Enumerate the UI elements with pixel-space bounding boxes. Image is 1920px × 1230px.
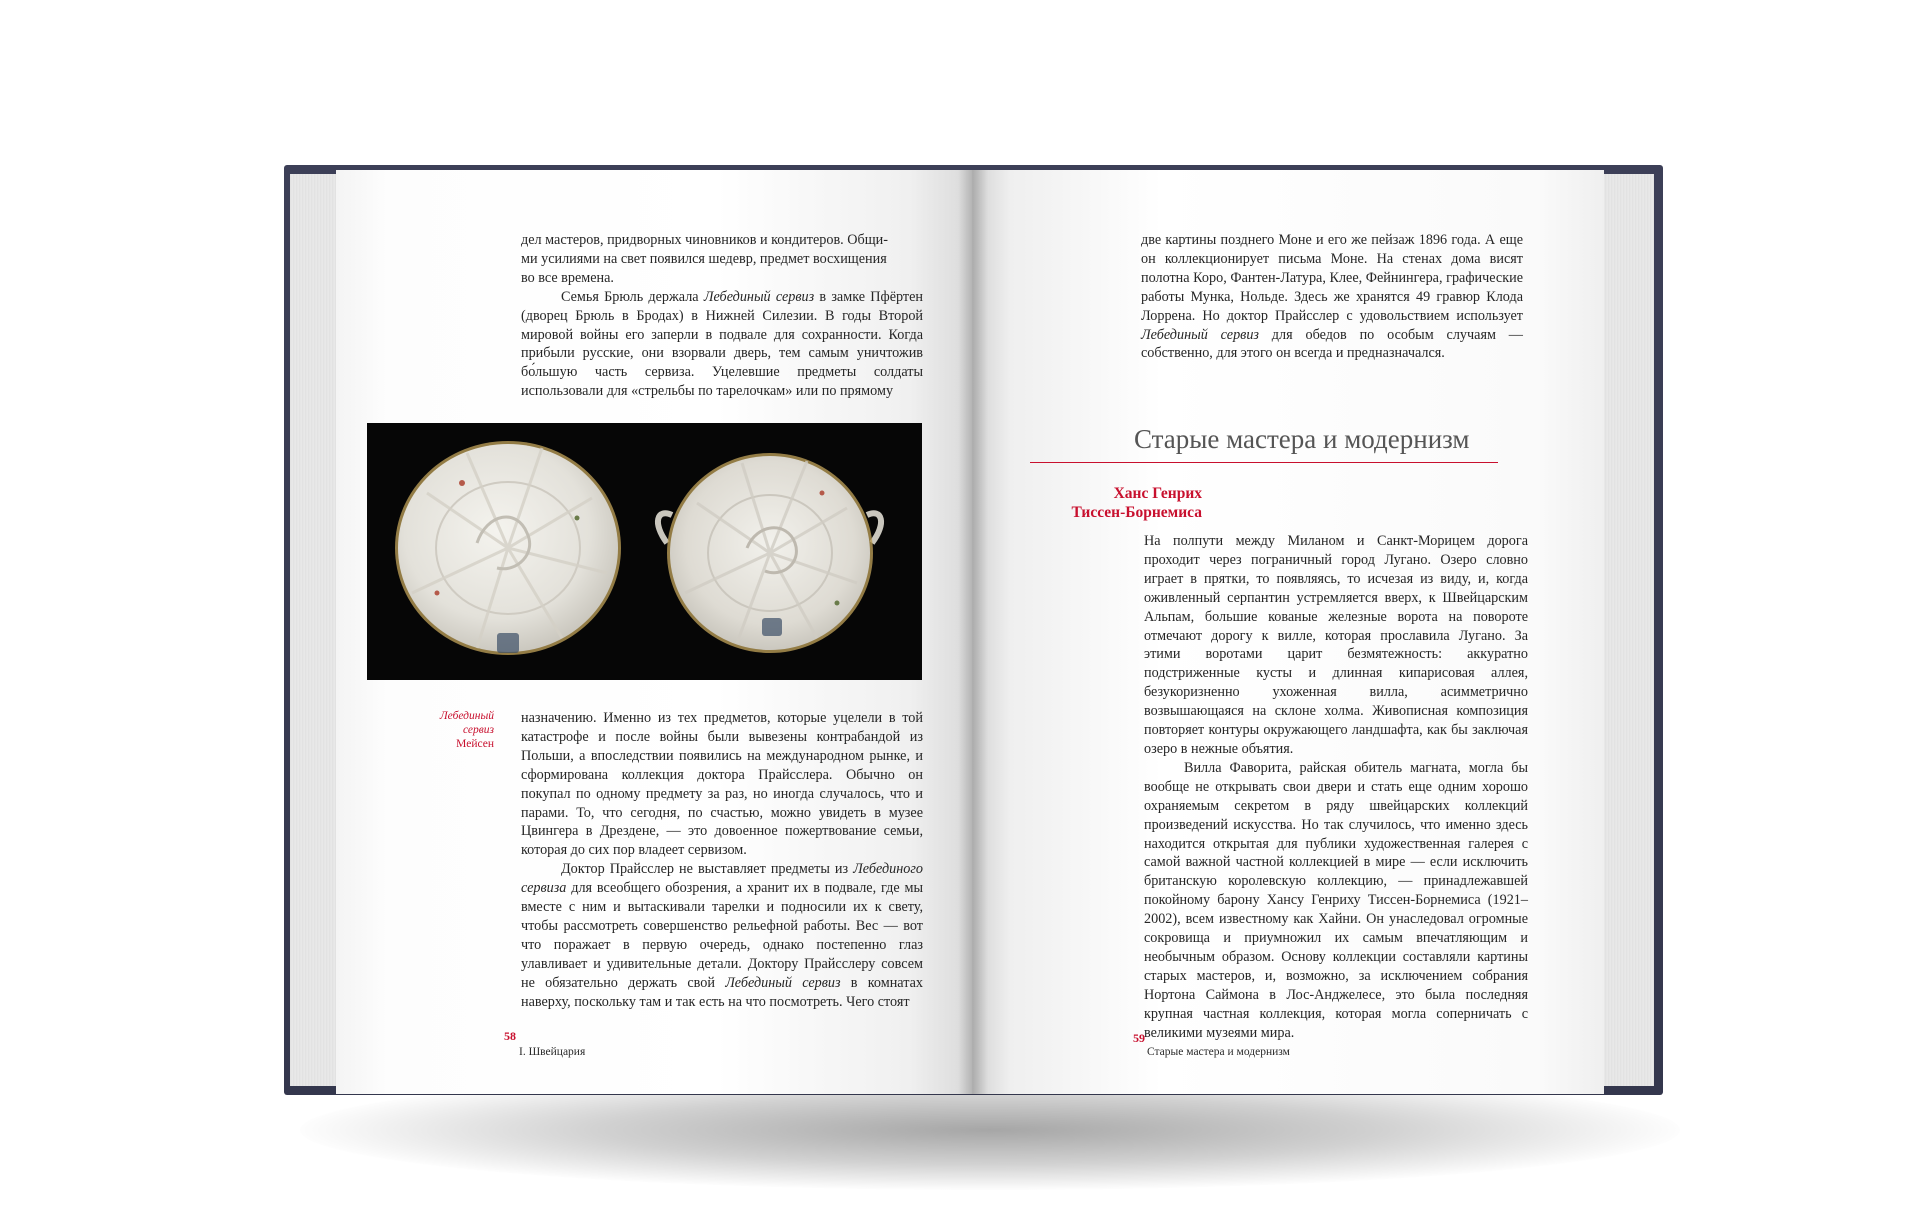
book-gutter	[958, 170, 988, 1094]
right-page-edges	[1602, 174, 1654, 1086]
heading-rule	[1030, 462, 1498, 463]
author-line: Тиссен-Борнемиса	[1071, 504, 1202, 521]
italic-title: Лебединого сервиза	[521, 861, 923, 897]
running-head-right: Старые мастера и модернизм	[1147, 1046, 1290, 1058]
italic-title: Лебединый сервиз	[703, 288, 815, 305]
photo-caption	[400, 709, 494, 751]
section-author	[1040, 484, 1202, 522]
right-main-text	[1144, 532, 1528, 1042]
left-top-line: дел мастеров, придворных чиновников и кондитеров. Общи-	[521, 232, 888, 248]
text-span: Доктор Прайсслер не выставляет предметы из	[561, 861, 854, 878]
porcelain-plates-image	[367, 423, 922, 680]
caption-line: Лебединый	[439, 710, 494, 722]
caption-line: Мейсен	[456, 738, 494, 750]
left-top-text	[521, 231, 923, 401]
left-lower-paragraph-2	[521, 860, 923, 1011]
page-number-left: 58	[504, 1029, 516, 1043]
text-span: в комнатах наверху, поскольку там и так есть на что посмотреть. Чего стоят	[521, 974, 923, 1010]
round-plate	[395, 441, 621, 655]
running-head-left: I. Швейцария	[519, 1046, 586, 1058]
text-span: две картины позднего Моне и его же пейзаж 1896 года. А еще он коллекционирует письма Моне. На стенах дома висят полотна Коро, Фантен-Латура, Клее, Фейнингера, графические работы Мунка, Нольде. Здесь же хранятся 49 гравюр Клода Лоррена. Но доктор Прайсслер с удовольствием использует	[1141, 232, 1523, 324]
text-span: для всеобщего обозрения, а хранит их в подвале, где мы вместе с ним и вытаскивали тарелки и подносили их к свету, чтобы рассмотреть совершенство рельефной работы. Вес — вот что поражает в первую очередь, однако постепенно глаз улавливает и удивительные детали. Доктору Прайсслеру совсем не обязательно держать свой	[521, 880, 923, 991]
caption-line: сервиз	[462, 724, 494, 736]
left-paragraph-2	[521, 288, 923, 401]
left-page-edges	[290, 174, 342, 1086]
right-top-text	[1141, 231, 1523, 363]
left-lower-text	[521, 709, 923, 1012]
swan-service-photo	[367, 423, 922, 680]
left-top-line: во все времена.	[521, 269, 614, 286]
italic-title: Лебединый сервиз	[725, 974, 841, 991]
italic-title: Лебединый сервиз	[1141, 326, 1259, 343]
right-paragraph-2: Вилла Фаворита, райская обитель магната, могла бы вообще не открывать свои двери и стать еще одним хорошо охраняемым секретом в ряду швейцарских коллекций произведений искусства. Но так случилось, что именно здесь находится открытая для публики художественная галерея с самой важной частной коллекцией в мире — если исключить британскую королевскую коллекцию, — принадлежавшей покойному барону Хансу Генриху Тиссен-Борнемиса (1921–2002), всем известному как Хайни. Он унаследовал огромные сокровища и приумножил их самым впечатляющим и необычным образом. Основу коллекции составляли картины старых мастеров, и, возможно, за исключением собрания Нортона Саймона в Лос-Анджелесе, это была последняя крупная частная коллекция, которая могла соперничать с великими музеями мира.	[1144, 759, 1528, 1041]
chapter-heading: Старые мастера и модернизм	[1134, 424, 1470, 454]
right-top-paragraph	[1141, 231, 1523, 363]
right-paragraph-1: На полпути между Миланом и Санкт-Морицем дорога проходит через пограничный город Лугано. Озеро словно играет в прятки, то появляясь, то исчезая из виду, и, когда оживленный серпантин устремляется вверх, к Швейцарским Альпам, большие кованые железные ворота на повороте отмечают дорогу к вилле, которая прославила Лугано. За этими воротами царит безмятежность: аккуратно подстриженные кусты и длинная кипарисовая аллея, безукоризненно ухоженная вилла, асимметрично возвышающаяся на склоне холма. Живописная композиция повторяет контуры окружающего ландшафта, как бы заключая озеро в нежные объятия.	[1144, 533, 1528, 757]
text-span: в замке Пфёртен (дворец Брюль в Бродах) в Нижней Силезии. В годы Второй мировой войны его заперли в подвале для сохранности. Когда прибыли русские, они взорвали дверь, тем самым уничтожив бо́льшую часть сервиза. Уцелевшие предметы солдаты использовали для «стрельбы по тарелочкам» или по прямому	[521, 288, 923, 400]
left-top-line: ми усилиями на свет появился шедевр, предмет восхищения	[521, 250, 887, 267]
author-line: Ханс Генрих	[1113, 485, 1202, 502]
text-span: Семья Брюль держала	[561, 288, 704, 305]
text-span: для обедов по особым случаям — собственно, для этого он всегда и предназначался.	[1141, 326, 1523, 362]
oval-dish	[658, 453, 881, 653]
left-lower-paragraph-1: назначению. Именно из тех предметов, которые уцелели в той катастрофе и после войны были вывезены контрабандой из Польши, а впоследствии появились на международном рынке, и сформирована коллекция доктора Прайсслера. Обычно он покупал по одному предмету за раз, но иногда случалось, что и парами. То, что сегодня, по счастью, можно увидеть в музее Цвингера в Дрездене, — это довоенное пожертвование семьи, которая до сих пор владеет сервизом.	[521, 710, 923, 859]
page-number-right: 59	[1133, 1031, 1145, 1045]
